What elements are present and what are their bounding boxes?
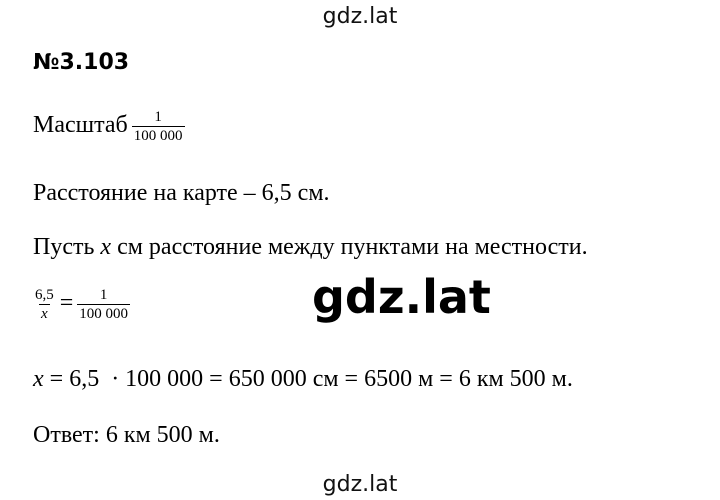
answer-line: Ответ: 6 км 500 м.: [33, 422, 220, 448]
distance-line: Расстояние на карте – 6,5 см.: [33, 180, 330, 206]
proportion-right-denominator: 100 000: [79, 306, 129, 322]
scale-denominator: 100 000: [133, 128, 183, 144]
calculation-line: [33, 366, 573, 393]
proportion-left-denominator: x: [41, 306, 48, 322]
let-line: [33, 234, 588, 261]
proportion-equals: =: [59, 290, 74, 317]
proportion-left-numerator: 6,5: [35, 287, 54, 303]
scale-numerator: 1: [154, 109, 162, 125]
watermark-top: gdz.lat: [322, 4, 398, 29]
calc-variable: x: [33, 366, 44, 392]
scale-fraction: [132, 108, 185, 145]
proportion-right-numerator: 1: [99, 287, 108, 303]
scale-label: Масштаб: [33, 112, 128, 139]
let-variable: x: [100, 234, 112, 260]
proportion-right-fraction: [77, 286, 130, 323]
watermark-center: gdz.lat: [312, 270, 491, 324]
proportion-line: [29, 286, 134, 323]
calc-expression: = 6,5 · 100 000 = 650 000 см = 6500 м = 6 км 500 м.: [43, 366, 573, 392]
problem-number: №3.103: [33, 50, 130, 75]
scale-line: [33, 108, 189, 145]
let-prefix: Пусть: [33, 234, 101, 260]
watermark-bottom: gdz.lat: [322, 472, 398, 497]
proportion-left-fraction: [33, 286, 56, 323]
let-suffix: см расстояние между пунктами на местности.: [111, 234, 588, 260]
